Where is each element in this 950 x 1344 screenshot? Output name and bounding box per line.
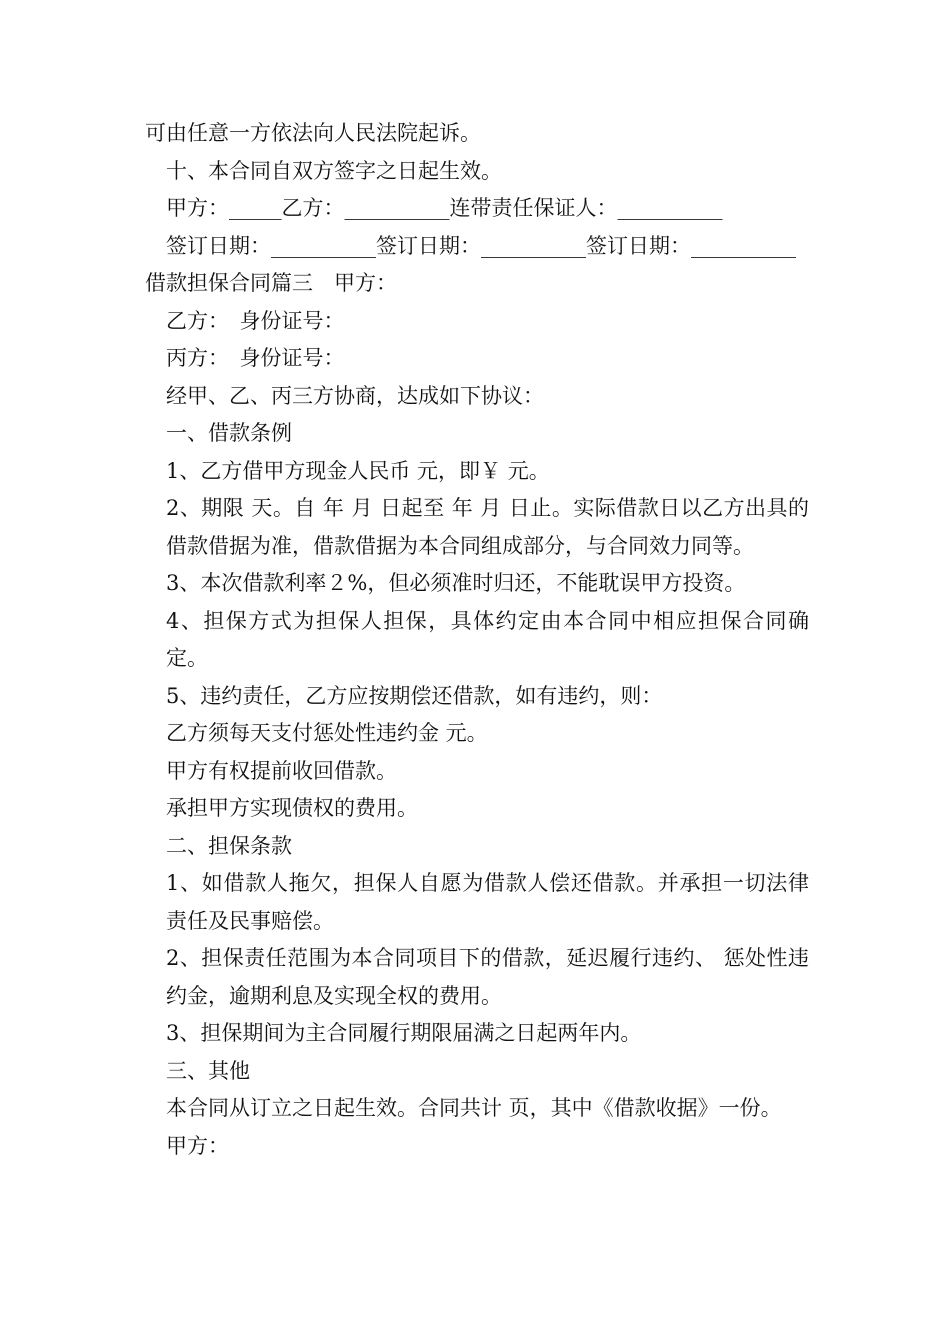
paragraph-11: 2、期限 天。自 年 月 日起至 年 月 日止。实际借款日以乙方出具的借款借据为准，借款借据为本合同组成部分，与合同效力同等。	[166, 496, 809, 558]
paragraph-14: 5、违约责任，乙方应按期偿还借款，如有违约，则：	[166, 683, 663, 708]
paragraph-2: 十、本合同自双方签字之日起生效。	[166, 158, 502, 183]
paragraph-20: 2、担保责任范围为本合同项目下的借款，延迟履行违约、 惩处性违约金，逾期利息及实现全权的费用。	[166, 946, 809, 1008]
paragraph-23: 本合同从订立之日起生效。合同共计 页，其中《借款收据》一份。	[166, 1096, 782, 1120]
paragraph-6: 乙方： 身份证号：	[166, 308, 345, 333]
paragraph-9: 一、借款条例	[166, 421, 292, 445]
paragraph-15: 乙方须每天支付惩处性违约金 元。	[166, 721, 488, 745]
paragraph-21: 3、担保期间为主合同履行期限届满之日起两年内。	[166, 1021, 642, 1045]
paragraph-10: 1、乙方借甲方现金人民币 元，即￥ 元。	[166, 458, 550, 483]
paragraph-18: 二、担保条款	[166, 833, 292, 858]
paragraph-13: 4、担保方式为担保人担保，具体约定由本合同中相应担保合同确定。	[166, 608, 809, 670]
paragraph-4: 签订日期：__________签订日期：__________签订日期：__________	[166, 233, 796, 258]
paragraph-16: 甲方有权提前收回借款。	[166, 758, 397, 783]
document-body	[145, 115, 809, 1165]
paragraph-8: 经甲、乙、丙三方协商，达成如下协议：	[166, 383, 544, 408]
paragraph-17: 承担甲方实现债权的费用。	[166, 796, 418, 820]
paragraph-7: 丙方： 身份证号：	[166, 346, 345, 370]
paragraph-19: 1、如借款人拖欠，担保人自愿为借款人偿还借款。并承担一切法律责任及民事赔偿。	[166, 871, 809, 933]
paragraph-22: 三、其他	[166, 1058, 250, 1083]
paragraph-12: 3、本次借款利率２%，但必须准时归还，不能耽误甲方投资。	[166, 571, 746, 595]
paragraph-3: 甲方：_____乙方：__________连带责任保证人：__________	[166, 196, 723, 220]
paragraph-24: 甲方：	[166, 1133, 229, 1158]
paragraph-1: 可由任意一方依法向人民法院起诉。	[145, 121, 481, 145]
paragraph-5: 借款担保合同篇三 甲方：	[145, 271, 397, 295]
